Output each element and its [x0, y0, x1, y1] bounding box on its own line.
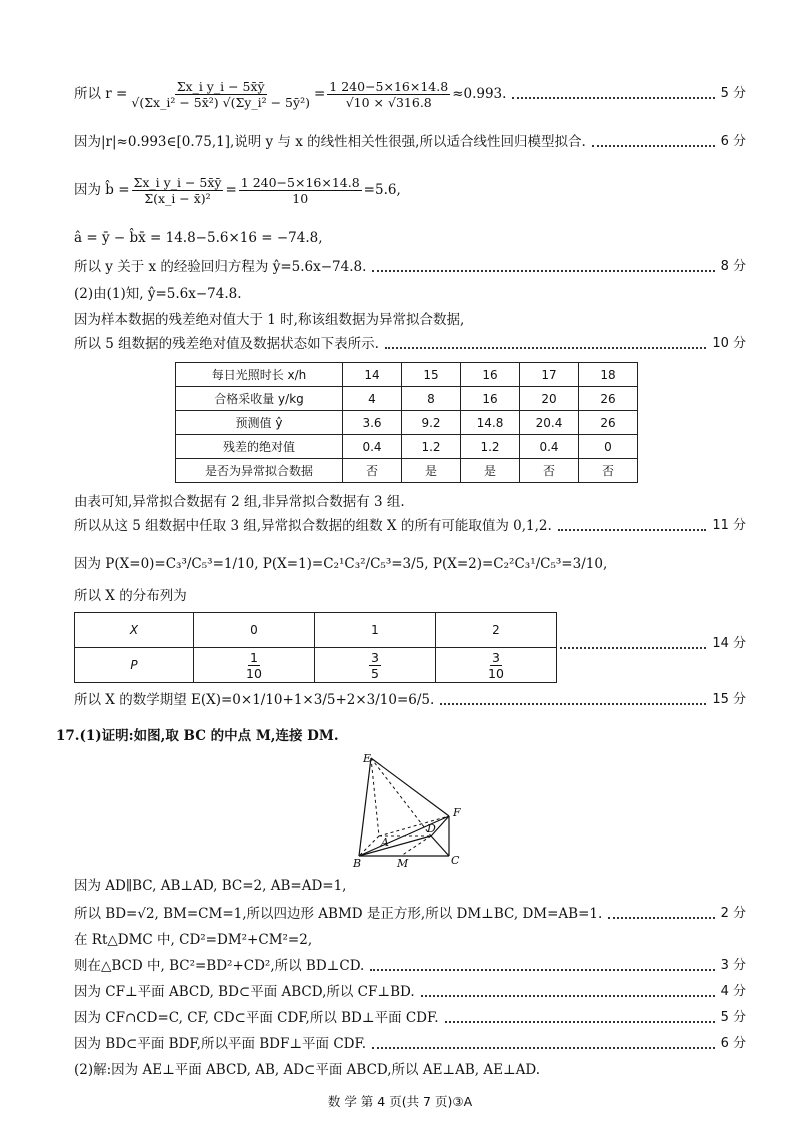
- table-cell: 否: [520, 459, 579, 483]
- label-D: D: [427, 822, 436, 835]
- proof-s2: 所以 BD=√2, BM=CM=1,所以四边形 ABMD 是正方形,所以 DM⊥BC, DM=AB=1. 2 分: [74, 906, 746, 922]
- proof-s5: 因为 CF⊥平面 ABCD, BD⊂平面 ABCD,所以 CF⊥BD. 4 分: [74, 984, 746, 1000]
- table-cell: 16: [461, 363, 520, 387]
- label-B: B: [353, 857, 362, 870]
- table-cell: 1.2: [402, 435, 461, 459]
- table-cell: 18: [579, 363, 638, 387]
- abs-r-line: 因为|r|≈0.993∈[0.75,1],说明 y 与 x 的线性相关性很强,所以适合线性回归模型拟合. 6 分: [74, 134, 746, 150]
- score-6b: 6 分: [720, 1036, 746, 1051]
- score-10: 10 分: [712, 336, 746, 351]
- table-cell: 26: [579, 411, 638, 435]
- score-6a: 6 分: [720, 134, 746, 149]
- row-header: 合格采收量 y/kg: [176, 387, 343, 411]
- table-row: [176, 387, 638, 411]
- table-cell: 20.4: [520, 411, 579, 435]
- r-formula-line: 所以 r = $\frac{\text{Σx\_i y\_i − 5x̄ȳ}}{\text{√(Σx\_i² − 5x̄²) √(Σy\_i² − 5ȳ²)}}$ = $\frac{1 240-5\times 16\times 14.8}{√10 \times √316.8}$ ≈0.993. 5 分: [74, 78, 746, 110]
- table-cell: 是: [402, 459, 461, 483]
- row-header: 预测值 ŷ: [176, 411, 343, 435]
- table-cell: 17: [520, 363, 579, 387]
- b-value-fraction: $\frac{1 240-5\times 16\times 14.8}{10}$: [240, 174, 360, 206]
- expectation-line: 所以 X 的数学期望 E(X)=0×1/10+1×3/5+2×3/10=6/5. 15 分: [74, 692, 746, 708]
- score-5b: 5 分: [720, 1010, 746, 1025]
- proof-s3: 在 Rt△DMC 中, CD²=DM²+CM²=2,: [74, 932, 313, 948]
- label-M: M: [397, 857, 409, 870]
- score-4: 4 分: [720, 984, 746, 999]
- p-header: P: [75, 648, 194, 683]
- table-cell: 20: [520, 387, 579, 411]
- residual-definition: 因为样本数据的残差绝对值大于 1 时,称该组数据为异常拟合数据,: [74, 312, 465, 328]
- regression-line: 所以 y 关于 x 的经验回归方程为 ŷ=5.6x−74.8. 8 分: [74, 259, 746, 275]
- probability-line: 因为 P(X=0)=C₃³/C₅³=1/10, P(X=1)=C₂¹C₃²/C₅³=3/5, P(X=2)=C₂²C₃¹/C₅³=3/10,: [74, 556, 608, 572]
- table-cell: 是: [461, 459, 520, 483]
- b-formula-line: 因为 b̂ = $\frac{\text{Σx\_i y\_i − 5x̄ȳ}}{\text{Σ(x\_i − x̄)²}}$ = $\frac{1 240-5\times 16\times 14.8}{10}$ =5.6,: [74, 174, 401, 206]
- x-value: 1: [315, 613, 436, 648]
- r-value-fraction: $\frac{1 240-5\times 16\times 14.8}{√10 \times √316.8}$: [329, 78, 449, 110]
- table-cell: 1.2: [461, 435, 520, 459]
- score-8: 8 分: [720, 259, 746, 274]
- score-15: 15 分: [712, 692, 746, 707]
- p-value: $\frac{3}{10}$: [436, 648, 557, 683]
- table-row: [176, 459, 638, 483]
- table-cell: 15: [402, 363, 461, 387]
- table-intro: 所以 5 组数据的残差绝对值及数据状态如下表所示. 10 分: [74, 336, 746, 352]
- page-footer: 数 学 第 4 页(共 7 页)③A: [327, 1094, 473, 1109]
- table-cell: 26: [579, 387, 638, 411]
- score-11: 11 分: [712, 518, 746, 533]
- row-header: 残差的绝对值: [176, 435, 343, 459]
- r-prefix: 所以 r =: [74, 86, 128, 102]
- p-value: $\frac{1}{10}$: [194, 648, 315, 683]
- r-fraction: $\frac{\text{Σx\_i y\_i − 5x̄ȳ}}{\text{√(Σx\_i² − 5x̄²) √(Σy\_i² − 5ȳ²)}}$: [131, 78, 310, 110]
- distribution-intro: 所以 X 的分布列为: [74, 588, 187, 604]
- table-cell: 9.2: [402, 411, 461, 435]
- x-header: X: [75, 613, 194, 648]
- table-cell: 8: [402, 387, 461, 411]
- score-14: 14 分: [712, 636, 746, 651]
- label-E: E: [363, 752, 372, 765]
- question-17-line: 17.(1)证明:如图,取 BC 的中点 M,连接 DM.: [56, 728, 339, 744]
- conclusion-line: 由表可知,异常拟合数据有 2 组,非异常拟合数据有 3 组.: [74, 494, 405, 510]
- proof-s7: 因为 BD⊂平面 BDF,所以平面 BDF⊥平面 CDF. 6 分: [74, 1036, 746, 1052]
- x-value: 0: [194, 613, 315, 648]
- proof-s6: 因为 CF∩CD=C, CF, CD⊂平面 CDF,所以 BD⊥平面 CDF. 5 分: [74, 1010, 746, 1026]
- label-A: A: [381, 836, 389, 849]
- a-line: â = ȳ − b̂x̄ = 14.8−5.6×16 = −74.8,: [74, 230, 323, 246]
- x-values-line: 所以从这 5 组数据中任取 3 组,异常拟合数据的组数 X 的所有可能取值为 0,1,2. 11 分: [74, 518, 746, 534]
- geometry-figure: [345, 750, 475, 870]
- table-cell: 14: [343, 363, 402, 387]
- table-cell: 3.6: [343, 411, 402, 435]
- x-row: [75, 613, 557, 648]
- b-fraction: $\frac{\text{Σx\_i y\_i − 5x̄ȳ}}{\text{Σ(x\_i − x̄)²}}$: [133, 174, 222, 206]
- table-row: [176, 435, 638, 459]
- table-row: [176, 363, 638, 387]
- table-cell: 16: [461, 387, 520, 411]
- dist-score-line: [560, 634, 746, 654]
- residual-table: [175, 362, 638, 483]
- table-cell: 14.8: [461, 411, 520, 435]
- table-cell: 4: [343, 387, 402, 411]
- table-cell: 0: [579, 435, 638, 459]
- table-row: [176, 411, 638, 435]
- proof-s4: 则在△BCD 中, BC²=BD²+CD²,所以 BD⊥CD. 3 分: [74, 958, 746, 974]
- p-value: $\frac{3}{5}$: [315, 648, 436, 683]
- x-value: 2: [436, 613, 557, 648]
- label-F: F: [453, 806, 461, 819]
- row-header: 每日光照时长 x/h: [176, 363, 343, 387]
- score-3: 3 分: [720, 958, 746, 973]
- proof-s1: 因为 AD∥BC, AB⊥AD, BC=2, AB=AD=1,: [74, 878, 347, 894]
- table-cell: 0.4: [520, 435, 579, 459]
- p-row: [75, 648, 557, 683]
- label-C: C: [451, 854, 460, 867]
- score-2: 2 分: [720, 906, 746, 921]
- table-cell: 0.4: [343, 435, 402, 459]
- proof-s8: (2)解:因为 AE⊥平面 ABCD, AB, AD⊂平面 ABCD,所以 AE⊥AB, AE⊥AD.: [74, 1062, 541, 1078]
- score-5: 5 分: [720, 86, 746, 101]
- distribution-table: [74, 612, 557, 683]
- part2-line: (2)由(1)知, ŷ=5.6x−74.8.: [74, 286, 242, 302]
- row-header: 是否为异常拟合数据: [176, 459, 343, 483]
- table-cell: 否: [579, 459, 638, 483]
- table-cell: 否: [343, 459, 402, 483]
